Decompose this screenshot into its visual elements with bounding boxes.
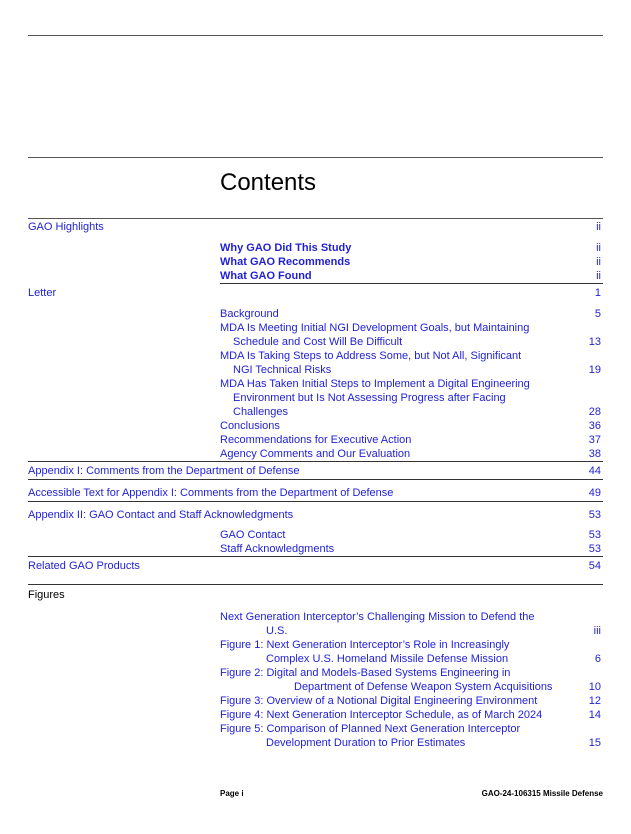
figure-link-line: Next Generation Interceptor’s Challenging Mission to Defend the: [220, 611, 535, 623]
figure-link-line: Figure 1: Next Generation Interceptor’s Role in Increasingly: [220, 639, 510, 651]
figure-link-2[interactable]: [220, 666, 570, 694]
section-underline: [220, 283, 603, 284]
toc-link-line: MDA Has Taken Initial Steps to Implement a Digital Engineering: [220, 378, 530, 390]
toc-link-accessible-appendix-1[interactable]: Accessible Text for Appendix I: Comments from the Department of Defense: [28, 487, 394, 499]
figure-link-5[interactable]: [220, 722, 570, 750]
figure-link-line: Figure 5: Comparison of Planned Next Generation Interceptor: [220, 723, 521, 735]
figure-page-4[interactable]: 14: [588, 709, 601, 721]
toc-page-staff-acknowledgments[interactable]: 53: [588, 543, 601, 555]
toc-link-what-gao-recommends[interactable]: What GAO Recommends: [220, 256, 351, 268]
toc-page-agency-comments[interactable]: 38: [588, 448, 601, 460]
toc-link-letter[interactable]: Letter: [28, 287, 57, 299]
toc-link-appendix-2[interactable]: Appendix II: GAO Contact and Staff Acknowledgments: [28, 509, 294, 521]
toc-page-appendix-2[interactable]: 53: [588, 509, 601, 521]
figure-page-highlights[interactable]: iii: [593, 625, 601, 637]
toc-page-background[interactable]: 5: [594, 308, 601, 320]
top-rule: [28, 35, 603, 36]
toc-link-conclusions[interactable]: Conclusions: [220, 420, 280, 432]
toc-link-what-gao-found[interactable]: What GAO Found: [220, 270, 312, 282]
footer-report-id: GAO-24-106315 Missile Defense: [481, 789, 603, 798]
toc-page-conclusions[interactable]: 36: [588, 420, 601, 432]
toc-link-mda-technical-risks[interactable]: [220, 349, 570, 377]
figure-page-5[interactable]: 15: [588, 737, 601, 749]
figure-link-line: Department of Defense Weapon System Acquisitions: [294, 681, 553, 693]
toc-page-gao-contact[interactable]: 53: [588, 529, 601, 541]
toc-page-related-products[interactable]: 54: [588, 560, 601, 572]
toc-link-related-products[interactable]: Related GAO Products: [28, 560, 140, 572]
figure-link-3[interactable]: Figure 3: Overview of a Notional Digital Engineering Environment: [220, 695, 538, 707]
figure-link-highlights[interactable]: [220, 610, 570, 638]
toc-link-line: Schedule and Cost Will Be Difficult: [233, 336, 403, 348]
toc-link-line: MDA Is Meeting Initial NGI Development Goals, but Maintaining: [220, 322, 530, 334]
toc-link-agency-comments[interactable]: Agency Comments and Our Evaluation: [220, 448, 411, 460]
figures-rule: [28, 584, 603, 585]
toc-link-gao-highlights[interactable]: GAO Highlights: [28, 221, 104, 233]
toc-link-gao-contact[interactable]: GAO Contact: [220, 529, 286, 541]
toc-page-mda-technical-risks[interactable]: 19: [588, 364, 601, 376]
figure-link-line: Development Duration to Prior Estimates: [266, 737, 466, 749]
section-underline: [28, 479, 603, 480]
toc-page-letter[interactable]: 1: [594, 287, 601, 299]
toc-page-mda-digital-engineering[interactable]: 28: [588, 406, 601, 418]
toc-link-background[interactable]: Background: [220, 308, 279, 320]
toc-link-mda-meeting-goals[interactable]: [220, 321, 570, 349]
toc-link-recommendations[interactable]: Recommendations for Executive Action: [220, 434, 412, 446]
toc-link-line: Challenges: [233, 406, 289, 418]
toc-page-what-gao-found[interactable]: ii: [596, 270, 601, 282]
figures-heading: Figures: [28, 589, 65, 601]
figure-page-2[interactable]: 10: [588, 681, 601, 693]
title-rule: [28, 157, 603, 158]
toc-link-line: NGI Technical Risks: [233, 364, 332, 376]
footer-page-label: Page i: [220, 789, 244, 798]
figure-page-3[interactable]: 12: [588, 695, 601, 707]
toc-page-recommendations[interactable]: 37: [588, 434, 601, 446]
figure-link-line: Complex U.S. Homeland Missile Defense Mission: [266, 653, 509, 665]
section-underline: [28, 501, 603, 502]
toc-page-accessible-appendix-1[interactable]: 49: [588, 487, 601, 499]
toc-link-staff-acknowledgments[interactable]: Staff Acknowledgments: [220, 543, 335, 555]
toc-page-gao-highlights[interactable]: ii: [596, 221, 601, 233]
toc-page-why-gao-did-this-study[interactable]: ii: [596, 242, 601, 254]
section-underline: [28, 461, 603, 462]
toc-top-rule: [28, 218, 603, 219]
figure-link-1[interactable]: [220, 638, 570, 666]
toc-page-mda-meeting-goals[interactable]: 13: [588, 336, 601, 348]
figure-link-4[interactable]: Figure 4: Next Generation Interceptor Schedule, as of March 2024: [220, 709, 543, 721]
toc-page-what-gao-recommends[interactable]: ii: [596, 256, 601, 268]
page-title: Contents: [220, 169, 317, 196]
toc-page-appendix-1[interactable]: 44: [588, 465, 601, 477]
figure-link-line: Figure 2: Digital and Models-Based Systems Engineering in: [220, 667, 511, 679]
toc-link-why-gao-did-this-study[interactable]: Why GAO Did This Study: [220, 242, 352, 254]
toc-link-mda-digital-engineering[interactable]: [220, 377, 570, 419]
figure-link-line: U.S.: [266, 625, 288, 637]
section-underline: [28, 556, 603, 557]
toc-link-line: MDA Is Taking Steps to Address Some, but Not All, Significant: [220, 350, 522, 362]
toc-link-line: Environment but Is Not Assessing Progress after Facing: [233, 392, 506, 404]
figure-page-1[interactable]: 6: [594, 653, 601, 665]
toc-link-appendix-1[interactable]: Appendix I: Comments from the Department of Defense: [28, 465, 300, 477]
